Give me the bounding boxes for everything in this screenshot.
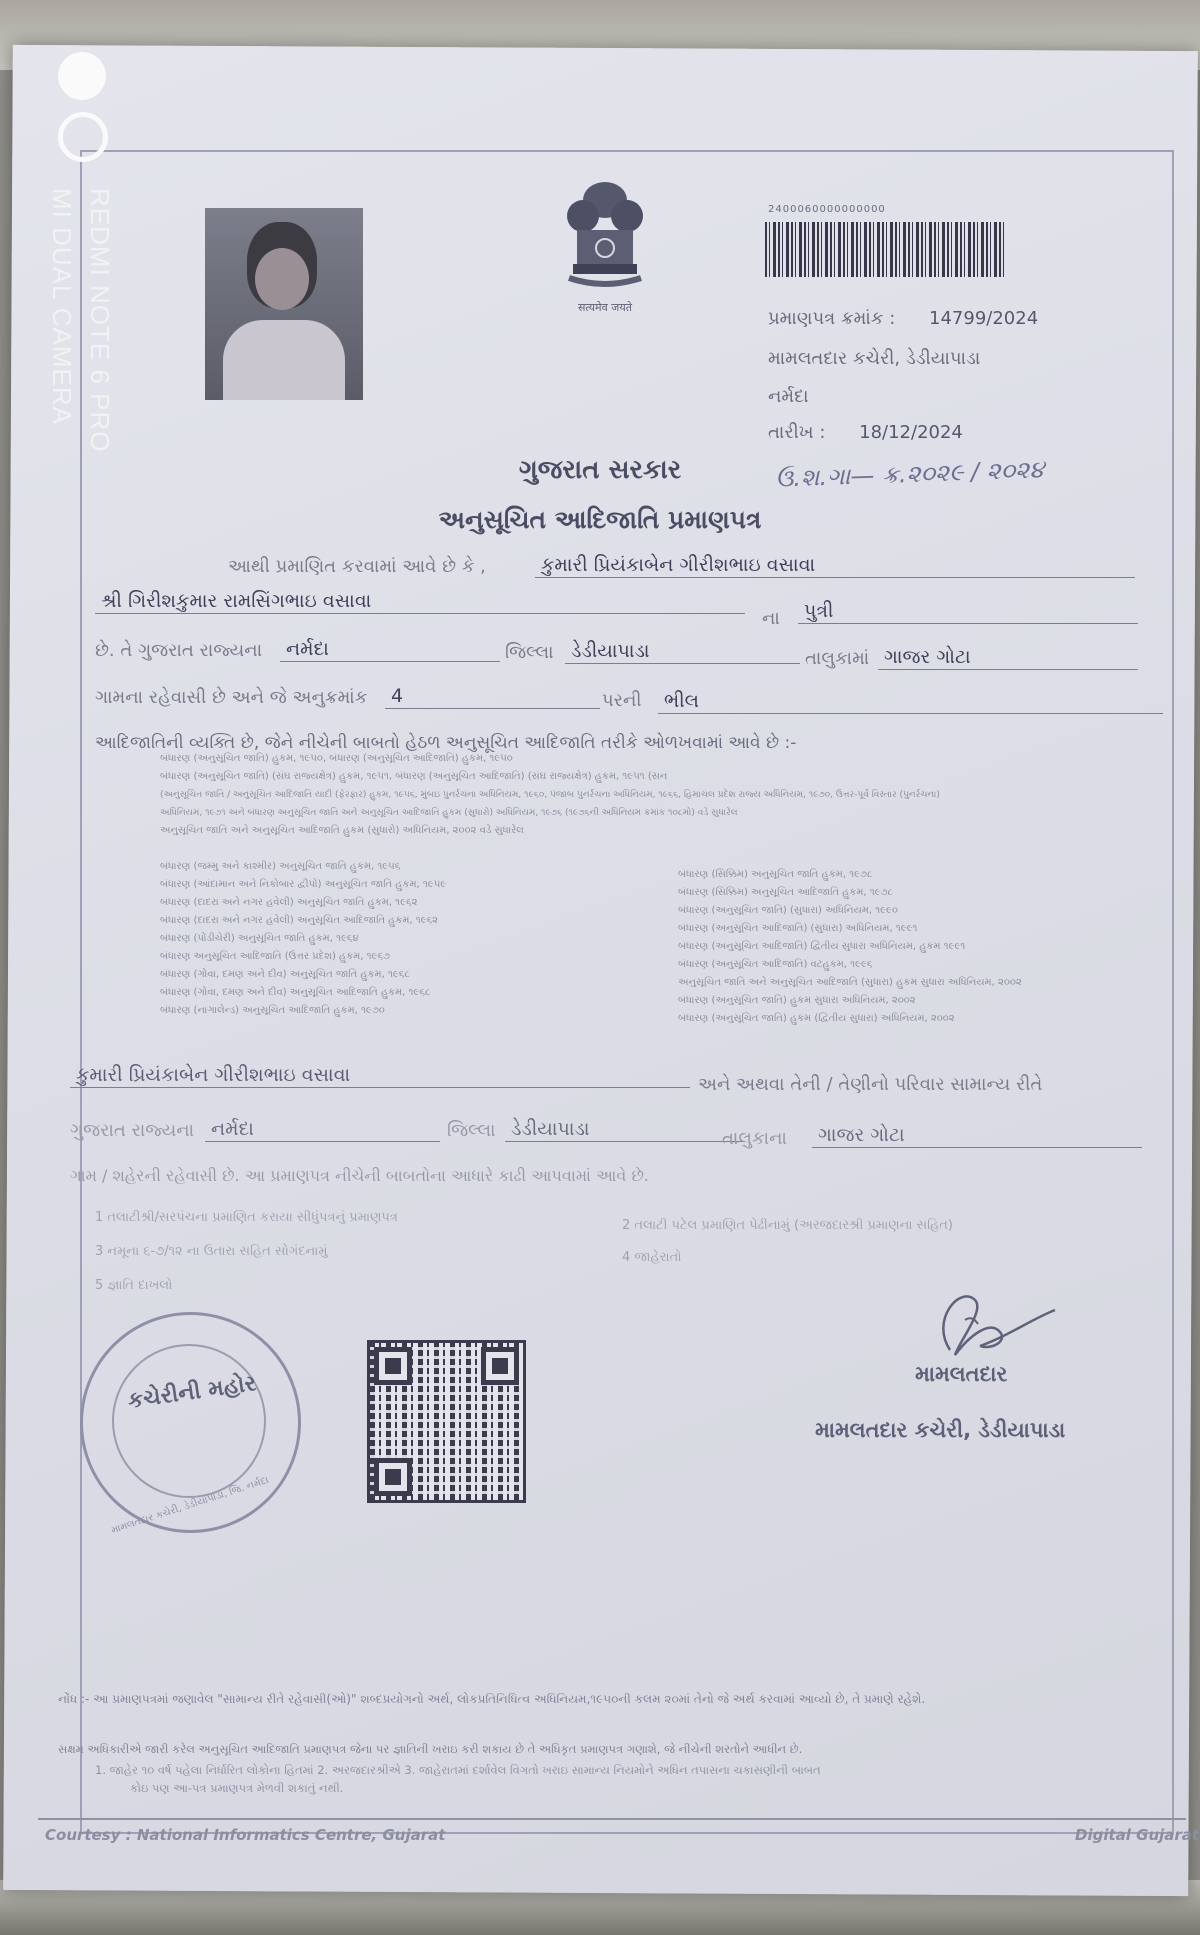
applicant-name-repeat: કુમારી પ્રિયંકાબેન ગીરીશભાઇ વસાવા xyxy=(70,1064,690,1088)
note-line: કોઇ પણ આ-પત્ર પ્રમાણપત્ર મેળવી શકાતું નથી. xyxy=(130,1781,344,1795)
officer-designation: મામલતદાર xyxy=(915,1362,1008,1386)
district-value: નર્મદા xyxy=(280,638,500,662)
footer-brand: Digital Gujarat xyxy=(1075,1826,1200,1844)
legal-ref: બંધારણ (અનુસૂચિત જાતિ) હુકમ (દ્વિતીય સુધારા) અધિનિયમ, ૨૦૦૨ xyxy=(678,1013,955,1024)
document-item: 5 જ્ઞાતિ દાખલો xyxy=(95,1278,173,1293)
legal-references-full xyxy=(160,750,1090,840)
issue-date-row xyxy=(768,422,963,443)
tribe-value: ભીલ xyxy=(658,690,1163,714)
legal-ref: બંધારણ (જમ્મુ અને કાશ્મીર) અનુસૂચિત જાતિ હુકમ, ૧૯૫૬ xyxy=(160,861,401,872)
legal-ref: બંધારણ (અનુસૂચિત જાતિ) (સંઘ રાજ્યક્ષેત્ર) હુકમ, ૧૯૫૧, બંધારણ (અનુસૂચિત આદિજાતિ) (સંઘ રાજ્યક્ષેત્ર) હુકમ, ૧૯૫૧ (સન xyxy=(160,771,668,782)
footer-courtesy: Courtesy : National Informatics Centre, Gujarat xyxy=(45,1826,446,1844)
legal-ref: અનુસૂચિત જાતિ અને અનુસૂચિત આદિજાતિ હુકમ (સુધારો) અધિનિયમ, ૨૦૦૨ વડે સુધારેલ xyxy=(160,825,524,836)
village-value-2: ગાજર ગોટા xyxy=(812,1124,1142,1148)
legal-ref: બંધારણ (અનુસૂચિત આદિજાતિ) દ્વિતીય સુધારા અધિનિયમ, હુકમ ૧૯૯૧ xyxy=(678,941,966,952)
legal-ref: બંધારણ (અનુસૂચિત આદિજાતિ) વટહુકમ, ૧૯૯૬ xyxy=(678,959,873,970)
office-seal-inner-ring xyxy=(112,1344,266,1498)
document-item: 3 નમૂના ૬-૭/૧૨ ના ઉતારા સહિત સોગંદનામું xyxy=(95,1244,328,1259)
legal-ref: અધિનિયમ, ૧૯૭૧ અને બંધારણ અનુસૂચિત જાતિ અને અનુસૂચિત આદિજાતિ હુકમ (સુધારો) અધિનિયમ, ૧૯૭૬ (૧૯૭૬ની અધિનિયમ ક્રમાંક ૧૦૮મો) વડે સુધારેલ xyxy=(160,808,738,818)
barcode xyxy=(765,222,1005,277)
relation-value: પુત્રી xyxy=(798,600,1138,624)
issue-date-label: તારીખ : xyxy=(768,422,826,443)
legal-references-right xyxy=(678,866,1118,1028)
applicant-photo xyxy=(205,208,363,400)
issuing-district: નર્મદા xyxy=(768,386,809,407)
qr-code xyxy=(367,1340,526,1503)
certificate-number-row xyxy=(768,308,1038,329)
legal-ref: બંધારણ (દાદરા અને નગર હવેલી) અનુસૂચિત જાતિ હુકમ, ૧૯૬૨ xyxy=(160,897,418,908)
national-emblem-icon xyxy=(555,178,655,308)
issuing-office: મામલતદાર કચેરી, ડેડીયાપાડા xyxy=(768,348,981,369)
document-item: 1 તલાટીશ્રી/સરપંચના પ્રમાણિત કરાયા સીધુંપત્રનું પ્રમાણપત્ર xyxy=(95,1210,398,1225)
barcode-number: 2400060000000000 xyxy=(768,204,886,215)
legal-ref: બંધારણ (નાગાલેન્ડ) અનુસૂચિત આદિજાતિ હુકમ, ૧૯૭૦ xyxy=(160,1005,385,1016)
camera-lens-watermark: MI DUAL CAMERA xyxy=(47,188,77,425)
taluka-label: તાલુકામાં xyxy=(805,648,870,669)
document-item: 2 તલાટી પટેલ પ્રમાણિત પેઢીનામું (અરજદારશ્રી પ્રમાણના સહિત) xyxy=(622,1218,954,1233)
resident-label: ગામના રહેવાસી છે અને જે અનુક્રમાંક xyxy=(95,687,368,708)
office-seal-text: કચેરીની મહોર xyxy=(126,1371,258,1414)
intro-text: આથી પ્રમાણિત કરવામાં આવે છે કે , xyxy=(228,556,486,577)
tribe-label: પરની xyxy=(602,690,642,711)
camera-ring-icon xyxy=(58,112,108,162)
father-name: શ્રી ગિરીશકુમાર રામસિંગભાઇ વસાવા xyxy=(95,590,745,614)
family-label: અને અથવા તેની / તેણીનો પરિવાર સામાન્ય રીતે xyxy=(698,1074,1043,1095)
office-seal-ring-text: મામલતદાર કચેરી, ડેડીયાપાડા, જિ. નર્મદા xyxy=(109,1474,271,1537)
legal-ref: અનુસૂચિત જાતિ અને અનુસૂચિત આદિજાતિ (સુધારા) હુકમ સુધારા અધિનિયમ, ૨૦૦૨ xyxy=(678,977,1022,988)
district-label: જિલ્લા xyxy=(505,642,554,663)
legal-ref: બંધારણ (સિક્કિમ) અનુસૂચિત જાતિ હુકમ, ૧૯૭૮ xyxy=(678,869,873,880)
officer-signature xyxy=(920,1280,1060,1370)
officer-office: મામલતદાર કચેરી, ડેડીયાપાડા xyxy=(815,1418,1066,1442)
document-item: 4 જાહેરાતો xyxy=(622,1250,682,1265)
applicant-name: કુમારી પ્રિયંકાબેન ગીરીશભાઇ વસાવા xyxy=(535,554,1135,578)
certificate-number: 14799/2024 xyxy=(929,308,1039,329)
relation-label: ના xyxy=(762,608,780,629)
issue-date: 18/12/2024 xyxy=(859,422,963,443)
certificate-number-label: પ્રમાણપત્ર ક્રમાંક : xyxy=(768,308,896,329)
recognition-text: આદિજાતિની વ્યક્તિ છે, જેને નીચેની બાબતો હેઠળ અનુસૂચિત આદિજાતિ તરીકે ઓળખવામાં આવે છે :- xyxy=(95,733,797,753)
legal-ref: બંધારણ (આંદામાન અને નિકોબાર દ્વીપો) અનુસૂચિત જાતિ હુકમ, ૧૯૫૯ xyxy=(160,879,447,890)
taluka-place: ડેડીયાપાડા xyxy=(565,640,800,664)
legal-ref: (અનુસૂચિત જાતિ / અનુસૂચિત આદિજાતિ યાદી (ફેરફાર) હુકમ, ૧૯૫૬, મુંબઇ પુનર્રચના અધિનિયમ, ૧૯૬૦, પંજાબ પુનર્રચના અધિનિયમ, ૧૯૬૬, હિમાચલ પ્રદેશ રાજ્ય અધિનિયમ, ૧૯૭૦, ઉત્તર-પૂર્વ વિસ્તાર (પુનર્રચના) xyxy=(160,790,940,800)
certificate-title: અનુસૂચિત આદિજાતિ પ્રમાણપત્ર xyxy=(438,505,762,534)
legal-ref: બંધારણ (દાદરા અને નગર હવેલી) અનુસૂચિત આદિજાતિ હુકમ, ૧૯૬૨ xyxy=(160,915,439,926)
legal-references-left xyxy=(160,858,560,1020)
note-line: 1. જાહેર ૧૦ વર્ષ પહેલા નિર્ધારિત લોકોના હિતમાં 2. અરજદારશ્રીએ 3. જાહેરાતમાં દર્શાવેલ વિગતો ખરાઇ સામાન્ય નિયમોને અધિન તપાસના ચકાસણીની બાબત xyxy=(95,1763,821,1777)
emblem-caption: सत्यमेव जयते xyxy=(577,301,632,314)
district-label-2: જિલ્લા xyxy=(447,1120,496,1141)
legal-ref: બંધારણ અનુસૂચિત આદિજાતિ (ઉત્તર પ્રદેશ) હુકમ, ૧૯૬૭ xyxy=(160,951,390,962)
legal-ref: બંધારણ (પોંડીચેરી) અનુસૂચિત જાતિ હુકમ, ૧૯૬૪ xyxy=(160,933,359,944)
camera-dot-icon xyxy=(58,52,106,100)
camera-model-watermark: REDMI NOTE 6 PRO xyxy=(85,188,115,453)
legal-ref: બંધારણ (ગોવા, દમણ અને દીવ) અનુસૂચિત જાતિ હુકમ, ૧૯૬૮ xyxy=(160,969,410,980)
legal-ref: બંધારણ (અનુસૂચિત જાતિ) (સુધારા) અધિનિયમ, ૧૯૯૦ xyxy=(678,905,898,916)
legal-ref: બંધારણ (અનુસૂચિત આદિજાતિ) (સુધારા) અધિનિયમ, ૧૯૯૧ xyxy=(678,923,918,934)
district-value-2: નર્મદા xyxy=(205,1118,440,1142)
legal-ref: બંધારણ (અનુસૂચિત જાતિ) હુકમ, ૧૯૫૦, બંધારણ (અનુસૂચિત આદિજાતિ) હુકમ, ૧૯૫૦ xyxy=(160,753,513,764)
village-value: ગાજર ગોટા xyxy=(878,646,1138,670)
state-label-2: ગુજરાત રાજ્યના xyxy=(70,1120,195,1141)
serial-number: 4 xyxy=(385,685,600,709)
state-label: છે. તે ગુજરાત રાજ્યના xyxy=(95,640,263,661)
legal-ref: બંધારણ (સિક્કિમ) અનુસૂચિત આદિજાતિ હુકમ, ૧૯૭૮ xyxy=(678,887,894,898)
note-line: સક્ષમ અધિકારીએ જારી કરેલ અનુસૂચિત આદિજાતિ પ્રમાણપત્ર જેના પર જ્ઞાતિની ખરાઇ કરી શકાય છે તે અધિકૃત પ્રમાણપત્ર ગણાશે, જે નીચેની શરતોને આધીન છે. xyxy=(58,1742,803,1756)
basis-text: ગામ / શહેરની રહેવાસી છે. આ પ્રમાણપત્ર નીચેની બાબતોના આધારે કાઢી આપવામાં આવે છે. xyxy=(70,1166,649,1185)
note-line: નોંધ :- આ પ્રમાણપત્રમાં જણાવેલ "સામાન્ય રીતે રહેવાસી(ઓ)" શબ્દપ્રયોગનો અર્થ, લોકપ્રતિનિધિત્વ અધિનિયમ,૧૯૫૦ની કલમ ૨૦માં તેનો જે અર્થ કરવામાં આવ્યો છે, તે પ્રમાણે રહેશે. xyxy=(58,1692,926,1706)
handwritten-reference: ઉ.શ.ગા— ક્ર.૨૦૨૯ / ૨૦૨૪ xyxy=(774,455,1045,493)
legal-ref: બંધારણ (અનુસૂચિત જાતિ) હુકમ સુધારા અધિનિયમ, ૨૦૦૨ xyxy=(678,995,916,1006)
government-title: ગુજરાત સરકાર xyxy=(518,455,682,485)
legal-ref: બંધારણ (ગોવા, દમણ અને દીવ) અનુસૂચિત આદિજાતિ હુકમ, ૧૯૬૮ xyxy=(160,987,431,998)
taluka-label-2: તાલુકાના xyxy=(722,1128,787,1149)
taluka-place-2: ડેડીયાપાડા xyxy=(505,1118,745,1142)
